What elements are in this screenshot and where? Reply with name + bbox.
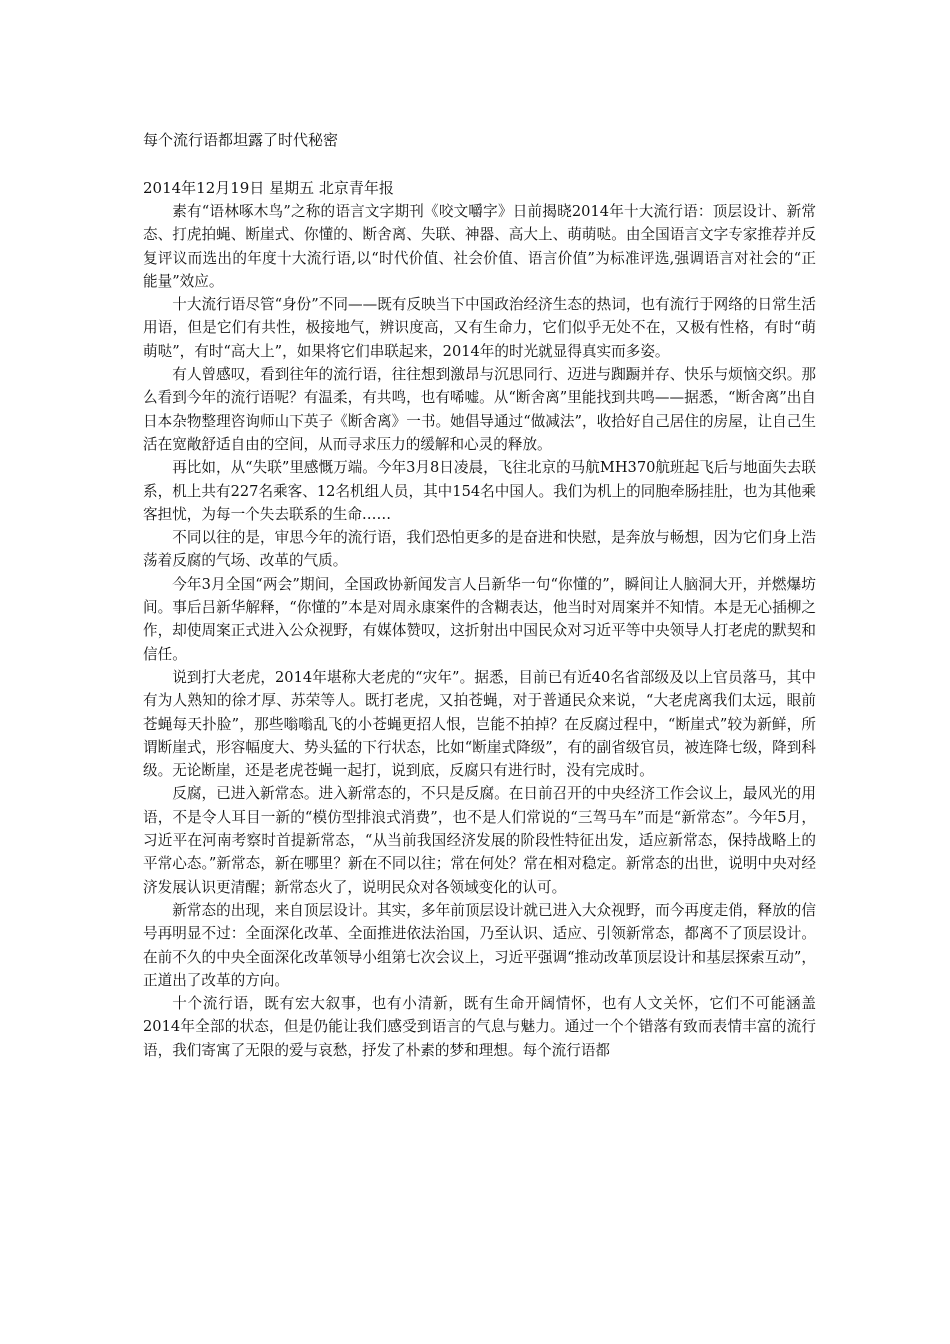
paragraph: 不同以往的是，审思今年的流行语，我们恐怕更多的是奋进和快慰，是奔放与畅想，因为它们身上浩荡着反腐的气场、改革的气质。 xyxy=(143,529,816,570)
article-body xyxy=(143,200,816,1062)
paragraph: 今年3月全国“两会”期间，全国政协新闻发言人吕新华一句“你懂的”，瞬间让人脑洞大开，并燃爆坊间。事后吕新华解释，“你懂的”本是对周永康案件的含糊表达，他当时对周案并不知情。本是无心插柳之作，却使周案正式进入公众视野，有媒体赞叹，这折射出中国民众对习近平等中央领导人打老虎的默契和信任。 xyxy=(143,575,816,663)
article-dateline: 2014年12月19日 星期五 北京青年报 xyxy=(143,179,394,197)
paragraph: 有人曾感叹，看到往年的流行语，往往想到激昂与沉思同行、迈进与踟蹰并存、快乐与烦恼交织。那么看到今年的流行语呢？有温柔，有共鸣，也有唏嘘。从“断舍离”里能找到共鸣——据悉，“断舍离”出自日本杂物整理咨询师山下英子《断舍离》一书。她倡导通过“做减法”，收拾好自己居住的房屋，让自己生活在宽敞舒适自由的空间，从而寻求压力的缓解和心灵的释放。 xyxy=(143,366,816,453)
paragraph: 再比如，从“失联”里感慨万端。今年3月8日凌晨，飞往北京的马航MH370航班起飞后与地面失去联系，机上共有227名乘客、12名机组人员，其中154名中国人。我们为机上的同胞牵肠挂肚，也为其他乘客担忧，为每一个失去联系的生命…… xyxy=(143,459,816,523)
article-title: 每个流行语都坦露了时代秘密 xyxy=(143,131,339,149)
paragraph: 十个流行语，既有宏大叙事，也有小清新，既有生命开阔情怀，也有人文关怀，它们不可能涵盖2014年全部的状态，但是仍能让我们感受到语言的气息与魅力。通过一个个错落有致而表情丰富的流行语，我们寄寓了无限的爱与哀愁，抒发了朴素的梦和理想。每个流行语都 xyxy=(143,995,816,1059)
paragraph: 十大流行语尽管“身份”不同——既有反映当下中国政治经济生态的热词，也有流行于网络的日常生活用语，但是它们有共性，极接地气，辨识度高，又有生命力，它们似乎无处不在，又极有性格，有时“萌萌哒”，有时“高大上”，如果将它们串联起来，2014年的时光就显得真实而多姿。 xyxy=(143,296,816,360)
paragraph: 素有“语林啄木鸟”之称的语言文字期刊《咬文嚼字》日前揭晓2014年十大流行语：顶层设计、新常态、打虎拍蝇、断崖式、你懂的、断舍离、失联、神器、高大上、萌萌哒。由全国语言文字专家推荐并反复评议而选出的年度十大流行语,以“时代价值、社会价值、语言价值”为标准评选,强调语言对社会的“正能量”效应。 xyxy=(143,203,816,290)
paragraph: 反腐，已进入新常态。进入新常态的，不只是反腐。在日前召开的中央经济工作会议上，最风光的用语，不是令人耳目一新的“模仿型排浪式消费”，也不是人们常说的“三驾马车”而是“新常态”。今年5月，习近平在河南考察时首提新常态，“从当前我国经济发展的阶段性特征出发，适应新常态，保持战略上的平常心态。”新常态，新在哪里？新在不同以往；常在何处？常在相对稳定。新常态的出世，说明中央对经济发展认识更清醒；新常态火了，说明民众对各领域变化的认可。 xyxy=(143,785,816,896)
paragraph: 新常态的出现，来自顶层设计。其实，多年前顶层设计就已进入大众视野，而今再度走俏，释放的信号再明显不过：全面深化改革、全面推进依法治国，乃至认识、适应、引领新常态，都离不了顶层设计。在前不久的中央全面深化改革领导小组第七次会议上，习近平强调“推动改革顶层设计和基层探索互动”，正道出了改革的方向。 xyxy=(143,901,816,989)
paragraph: 说到打大老虎，2014年堪称大老虎的“灾年”。据悉，目前已有近40名省部级及以上官员落马，其中有为人熟知的徐才厚、苏荣等人。既打老虎，又拍苍蝇，对于普通民众来说，“大老虎离我们太远，眼前苍蝇每天扑脸”，那些嗡嗡乱飞的小苍蝇更招人恨，岂能不拍掉？在反腐过程中，“断崖式”较为新鲜，所谓断崖式，形容幅度大、势头猛的下行状态，比如“断崖式降级”，有的副省级官员，被连降七级，降到科级。无论断崖，还是老虎苍蝇一起打，说到底，反腐只有进行时，没有完成时。 xyxy=(143,668,816,780)
